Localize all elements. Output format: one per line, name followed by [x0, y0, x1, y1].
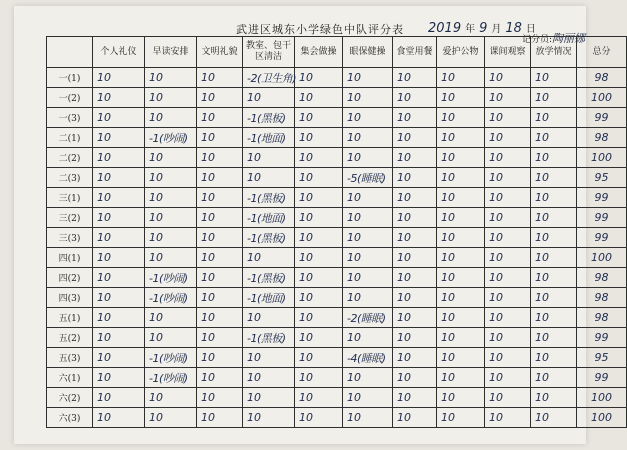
- score-cell: 10: [243, 368, 295, 388]
- score-cell: 10: [93, 308, 145, 328]
- total-score-cell: 99: [577, 328, 627, 348]
- score-cell: 10: [197, 208, 243, 228]
- score-cell: 10: [437, 188, 485, 208]
- score-cell: 10: [485, 168, 531, 188]
- score-cell: 10: [393, 348, 437, 368]
- score-cell: 10: [531, 288, 577, 308]
- score-cell: 10: [243, 348, 295, 368]
- score-cell: 10: [531, 228, 577, 248]
- score-cell: 10: [243, 88, 295, 108]
- score-cell: 10: [343, 328, 393, 348]
- score-cell: 10: [485, 248, 531, 268]
- total-score-cell: 99: [577, 208, 627, 228]
- class-name-cell: 一(3): [47, 108, 93, 128]
- score-cell: 10: [145, 328, 197, 348]
- score-cell: 10: [295, 288, 343, 308]
- score-cell: 10: [295, 108, 343, 128]
- score-cell: 10: [295, 408, 343, 428]
- score-cell: 10: [485, 128, 531, 148]
- score-cell: 10: [437, 88, 485, 108]
- score-cell: 10: [393, 388, 437, 408]
- score-cell: 10: [437, 388, 485, 408]
- score-cell: 10: [393, 88, 437, 108]
- score-cell: -1(地面): [243, 288, 295, 308]
- total-score-cell: 99: [577, 108, 627, 128]
- header-cell: 食堂用餐: [393, 37, 437, 68]
- score-cell: 10: [437, 248, 485, 268]
- header-row: [47, 37, 627, 68]
- score-cell: 10: [485, 228, 531, 248]
- total-score-cell: 99: [577, 368, 627, 388]
- class-name-cell: 五(3): [47, 348, 93, 368]
- total-score-cell: 100: [577, 408, 627, 428]
- date-year: 2019: [428, 21, 462, 36]
- score-cell: 10: [93, 408, 145, 428]
- score-cell: 10: [485, 88, 531, 108]
- score-cell: 10: [93, 268, 145, 288]
- score-cell: 10: [343, 148, 393, 168]
- score-cell: 10: [393, 168, 437, 188]
- table-row: [47, 208, 627, 228]
- table-row: [47, 168, 627, 188]
- score-cell: 10: [197, 288, 243, 308]
- class-name-cell: 四(3): [47, 288, 93, 308]
- score-cell: -1(黑板): [243, 328, 295, 348]
- score-cell: 10: [393, 128, 437, 148]
- total-score-cell: 98: [577, 268, 627, 288]
- table-row: [47, 248, 627, 268]
- score-cell: -2(睡眠): [343, 308, 393, 328]
- table-row: [47, 288, 627, 308]
- score-cell: -1(地面): [243, 208, 295, 228]
- score-cell: 10: [295, 148, 343, 168]
- score-table: [46, 36, 627, 428]
- score-cell: -1(黑板): [243, 228, 295, 248]
- score-cell: 10: [93, 188, 145, 208]
- score-cell: 10: [531, 108, 577, 128]
- score-cell: 10: [343, 208, 393, 228]
- score-cell: 10: [93, 348, 145, 368]
- score-cell: 10: [531, 348, 577, 368]
- class-name-cell: 一(1): [47, 68, 93, 88]
- score-cell: 10: [343, 248, 393, 268]
- date-day: 18: [505, 21, 522, 36]
- score-cell: 10: [93, 168, 145, 188]
- score-cell: 10: [531, 188, 577, 208]
- score-cell: 10: [243, 388, 295, 408]
- scorer-label: 记分员:: [522, 35, 553, 45]
- score-cell: -1(吵闹): [145, 368, 197, 388]
- class-name-cell: 六(3): [47, 408, 93, 428]
- score-cell: 10: [197, 148, 243, 168]
- score-cell: -1(黑板): [243, 188, 295, 208]
- score-cell: 10: [295, 168, 343, 188]
- score-cell: 10: [393, 268, 437, 288]
- score-cell: 10: [93, 328, 145, 348]
- total-score-cell: 98: [577, 68, 627, 88]
- score-cell: 10: [531, 208, 577, 228]
- table-row: [47, 368, 627, 388]
- score-cell: 10: [197, 368, 243, 388]
- score-cell: 10: [243, 168, 295, 188]
- score-cell: 10: [531, 248, 577, 268]
- score-cell: 10: [531, 328, 577, 348]
- score-cell: -1(地面): [243, 128, 295, 148]
- score-cell: -1(吵闹): [145, 348, 197, 368]
- score-sheet: [14, 6, 612, 444]
- score-cell: 10: [437, 168, 485, 188]
- score-cell: 10: [485, 348, 531, 368]
- table-row: [47, 348, 627, 368]
- table-row: [47, 268, 627, 288]
- score-cell: -1(吵闹): [145, 128, 197, 148]
- score-cell: 10: [197, 168, 243, 188]
- score-cell: 10: [437, 148, 485, 168]
- sheet-title: 武进区城东小学绿色中队评分表: [236, 23, 404, 36]
- score-cell: 10: [531, 388, 577, 408]
- table-row: [47, 228, 627, 248]
- score-cell: 10: [295, 268, 343, 288]
- score-cell: 10: [145, 408, 197, 428]
- class-name-cell: 六(2): [47, 388, 93, 408]
- score-cell: -1(黑板): [243, 108, 295, 128]
- score-cell: 10: [531, 408, 577, 428]
- score-cell: 10: [437, 348, 485, 368]
- total-score-cell: 95: [577, 168, 627, 188]
- score-cell: 10: [343, 88, 393, 108]
- class-name-cell: 三(2): [47, 208, 93, 228]
- score-cell: 10: [197, 68, 243, 88]
- score-cell: 10: [531, 128, 577, 148]
- table-row: [47, 328, 627, 348]
- score-cell: 10: [393, 228, 437, 248]
- table-row: [47, 148, 627, 168]
- score-cell: 10: [485, 388, 531, 408]
- header-cell: 个人礼仪: [93, 37, 145, 68]
- score-cell: 10: [437, 68, 485, 88]
- score-cell: 10: [343, 108, 393, 128]
- score-cell: 10: [243, 148, 295, 168]
- score-cell: 10: [343, 268, 393, 288]
- score-cell: 10: [393, 188, 437, 208]
- score-cell: 10: [437, 308, 485, 328]
- score-cell: 10: [343, 368, 393, 388]
- date-month: 9: [479, 21, 488, 36]
- score-cell: 10: [437, 408, 485, 428]
- score-cell: 10: [295, 388, 343, 408]
- score-cell: 10: [295, 248, 343, 268]
- class-name-cell: 四(2): [47, 268, 93, 288]
- score-cell: 10: [197, 348, 243, 368]
- score-cell: 10: [437, 128, 485, 148]
- score-cell: -1(黑板): [243, 268, 295, 288]
- score-cell: 10: [197, 188, 243, 208]
- score-cell: 10: [243, 248, 295, 268]
- header-cell: 总分: [577, 37, 627, 68]
- score-cell: 10: [393, 308, 437, 328]
- table-row: [47, 408, 627, 428]
- score-cell: 10: [343, 128, 393, 148]
- score-cell: 10: [295, 348, 343, 368]
- score-cell: 10: [145, 388, 197, 408]
- table-row: [47, 308, 627, 328]
- score-cell: 10: [393, 208, 437, 228]
- class-name-cell: 五(1): [47, 308, 93, 328]
- score-cell: 10: [531, 148, 577, 168]
- score-cell: -1(吵闹): [145, 268, 197, 288]
- score-cell: -4(睡眠): [343, 348, 393, 368]
- score-cell: 10: [531, 368, 577, 388]
- score-cell: 10: [485, 288, 531, 308]
- class-name-cell: 六(1): [47, 368, 93, 388]
- header-cell: 课间观察: [485, 37, 531, 68]
- class-name-cell: 四(1): [47, 248, 93, 268]
- total-score-cell: 98: [577, 288, 627, 308]
- score-cell: 10: [145, 308, 197, 328]
- score-cell: 10: [145, 208, 197, 228]
- class-name-cell: 五(2): [47, 328, 93, 348]
- score-cell: 10: [197, 128, 243, 148]
- score-cell: 10: [393, 248, 437, 268]
- total-score-cell: 98: [577, 308, 627, 328]
- score-cell: 10: [295, 368, 343, 388]
- score-cell: 10: [145, 88, 197, 108]
- score-cell: 10: [531, 168, 577, 188]
- score-cell: -2(卫生角): [243, 68, 295, 88]
- score-cell: 10: [93, 388, 145, 408]
- score-cell: 10: [393, 408, 437, 428]
- table-row: [47, 88, 627, 108]
- score-cell: 10: [197, 108, 243, 128]
- score-cell: -5(睡眠): [343, 168, 393, 188]
- header-cell: 集会做操: [295, 37, 343, 68]
- score-cell: 10: [437, 208, 485, 228]
- score-cell: 10: [197, 228, 243, 248]
- score-cell: 10: [197, 328, 243, 348]
- score-cell: 10: [295, 68, 343, 88]
- table-row: [47, 68, 627, 88]
- class-name-cell: 二(2): [47, 148, 93, 168]
- score-cell: 10: [343, 188, 393, 208]
- total-score-cell: 95: [577, 348, 627, 368]
- score-cell: 10: [343, 228, 393, 248]
- class-name-cell: 二(3): [47, 168, 93, 188]
- table-row: [47, 388, 627, 408]
- score-cell: 10: [197, 388, 243, 408]
- score-cell: 10: [393, 68, 437, 88]
- score-cell: 10: [295, 88, 343, 108]
- class-name-cell: 二(1): [47, 128, 93, 148]
- score-cell: 10: [531, 88, 577, 108]
- table-row: [47, 128, 627, 148]
- header-cell: 文明礼貌: [197, 37, 243, 68]
- score-cell: 10: [531, 308, 577, 328]
- scorer-name: 陶丽娜: [552, 32, 586, 45]
- score-cell: 10: [145, 228, 197, 248]
- score-cell: 10: [197, 408, 243, 428]
- total-score-cell: 99: [577, 188, 627, 208]
- score-cell: 10: [93, 288, 145, 308]
- score-cell: 10: [295, 308, 343, 328]
- score-cell: 10: [295, 188, 343, 208]
- score-cell: 10: [485, 328, 531, 348]
- total-score-cell: 100: [577, 148, 627, 168]
- score-cell: 10: [93, 208, 145, 228]
- score-cell: 10: [93, 248, 145, 268]
- score-cell: 10: [485, 268, 531, 288]
- score-cell: 10: [531, 68, 577, 88]
- total-score-cell: 100: [577, 248, 627, 268]
- score-cell: 10: [485, 108, 531, 128]
- score-cell: 10: [93, 228, 145, 248]
- class-name-cell: 三(1): [47, 188, 93, 208]
- score-cell: 10: [295, 128, 343, 148]
- score-cell: 10: [485, 208, 531, 228]
- score-cell: 10: [145, 248, 197, 268]
- total-score-cell: 100: [577, 388, 627, 408]
- score-cell: 10: [197, 248, 243, 268]
- score-cell: 10: [197, 88, 243, 108]
- score-cell: 10: [93, 128, 145, 148]
- score-cell: 10: [485, 68, 531, 88]
- score-cell: 10: [393, 148, 437, 168]
- score-cell: -1(吵闹): [145, 288, 197, 308]
- score-cell: 10: [485, 188, 531, 208]
- score-cell: 10: [531, 268, 577, 288]
- total-score-cell: 99: [577, 228, 627, 248]
- score-cell: 10: [243, 308, 295, 328]
- score-cell: 10: [93, 148, 145, 168]
- score-cell: 10: [437, 368, 485, 388]
- header-cell: 爱护公物: [437, 37, 485, 68]
- score-cell: 10: [485, 148, 531, 168]
- score-cell: 10: [393, 368, 437, 388]
- score-cell: 10: [393, 288, 437, 308]
- header-cell: 放学情况: [531, 37, 577, 68]
- date-day-suffix: 日: [525, 24, 536, 35]
- score-cell: 10: [437, 288, 485, 308]
- score-cell: 10: [343, 288, 393, 308]
- score-cell: 10: [343, 388, 393, 408]
- score-cell: 10: [343, 408, 393, 428]
- date-year-suffix: 年: [465, 24, 476, 35]
- header-class: [47, 37, 93, 68]
- total-score-cell: 100: [577, 88, 627, 108]
- score-cell: 10: [437, 228, 485, 248]
- score-cell: 10: [295, 208, 343, 228]
- table-row: [47, 188, 627, 208]
- score-cell: 10: [437, 268, 485, 288]
- table-body: [47, 68, 627, 428]
- score-cell: 10: [145, 188, 197, 208]
- score-cell: 10: [145, 68, 197, 88]
- score-cell: 10: [393, 328, 437, 348]
- date-month-suffix: 月: [491, 24, 502, 35]
- score-cell: 10: [93, 88, 145, 108]
- class-name-cell: 一(2): [47, 88, 93, 108]
- header-cell: 教室、包干区清洁: [243, 37, 295, 68]
- score-cell: 10: [343, 68, 393, 88]
- score-cell: 10: [485, 308, 531, 328]
- score-cell: 10: [93, 68, 145, 88]
- score-cell: 10: [393, 108, 437, 128]
- score-cell: 10: [93, 368, 145, 388]
- score-cell: 10: [145, 108, 197, 128]
- score-cell: 10: [437, 108, 485, 128]
- score-cell: 10: [437, 328, 485, 348]
- total-score-cell: 98: [577, 128, 627, 148]
- score-cell: 10: [145, 168, 197, 188]
- score-cell: 10: [197, 268, 243, 288]
- score-cell: 10: [295, 328, 343, 348]
- header-cell: 早读安排: [145, 37, 197, 68]
- score-cell: 10: [485, 408, 531, 428]
- score-cell: 10: [295, 228, 343, 248]
- class-name-cell: 三(3): [47, 228, 93, 248]
- score-cell: 10: [197, 308, 243, 328]
- score-cell: 10: [485, 368, 531, 388]
- score-cell: 10: [145, 148, 197, 168]
- score-cell: 10: [243, 408, 295, 428]
- header-cell: 眼保健操: [343, 37, 393, 68]
- score-cell: 10: [93, 108, 145, 128]
- table-row: [47, 108, 627, 128]
